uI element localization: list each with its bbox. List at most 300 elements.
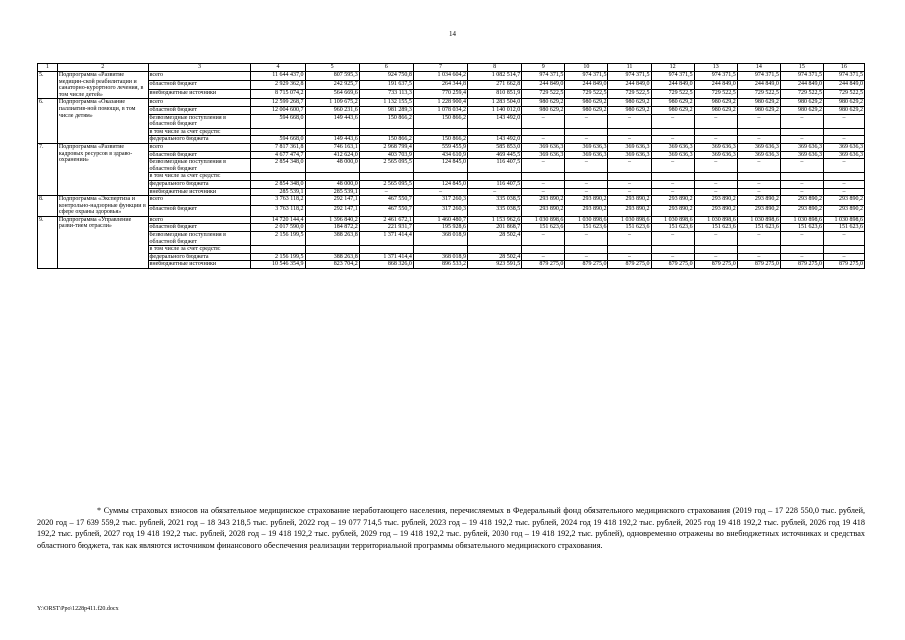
- value-cell: 368 018,9: [413, 232, 467, 246]
- value-cell: 980 629,2: [780, 106, 823, 114]
- value-cell: 317 260,3: [413, 206, 467, 216]
- value-cell: –: [565, 136, 608, 144]
- value-cell: 1 078 034,2: [413, 106, 467, 114]
- value-cell: 960 231,6: [305, 106, 359, 114]
- value-cell: 1 283 504,0: [468, 99, 522, 107]
- value-cell: 980 629,2: [608, 99, 651, 107]
- value-cell: 124 845,0: [413, 180, 467, 188]
- value-cell: 2 854 348,0: [251, 180, 305, 188]
- value-cell: [651, 173, 694, 181]
- value-cell: [251, 128, 305, 136]
- value-cell: 293 890,2: [522, 196, 565, 206]
- value-cell: –: [522, 114, 565, 128]
- value-cell: 1 153 962,6: [468, 216, 522, 224]
- value-cell: –: [413, 188, 467, 196]
- value-cell: –: [651, 253, 694, 261]
- header-cell: 6: [359, 64, 413, 72]
- value-cell: 980 629,2: [608, 106, 651, 114]
- value-cell: 1 132 155,5: [359, 99, 413, 107]
- value-cell: 368 018,9: [413, 253, 467, 261]
- value-cell: 980 629,2: [823, 106, 864, 114]
- value-cell: 924 750,8: [359, 72, 413, 81]
- value-cell: 369 636,3: [522, 151, 565, 159]
- value-cell: 369 636,3: [565, 151, 608, 159]
- value-cell: –: [780, 188, 823, 196]
- value-cell: [823, 173, 864, 181]
- value-cell: 293 890,2: [694, 196, 737, 206]
- value-cell: 1 034 604,2: [413, 72, 467, 81]
- value-cell: 980 629,2: [694, 99, 737, 107]
- value-cell: 151 623,6: [522, 224, 565, 232]
- value-cell: 2 156 199,5: [251, 253, 305, 261]
- value-cell: 244 849,0: [651, 81, 694, 90]
- funding-source: всего: [148, 216, 251, 224]
- header-cell: 15: [780, 64, 823, 72]
- value-cell: –: [651, 180, 694, 188]
- value-cell: 2 565 095,5: [359, 159, 413, 173]
- value-cell: –: [651, 159, 694, 173]
- value-cell: 1 371 414,4: [359, 232, 413, 246]
- table-row: [38, 173, 865, 181]
- header-cell: 2: [57, 64, 148, 72]
- value-cell: –: [608, 114, 651, 128]
- value-cell: –: [737, 136, 780, 144]
- value-cell: 369 636,3: [737, 143, 780, 151]
- value-cell: [737, 128, 780, 136]
- value-cell: [608, 128, 651, 136]
- value-cell: 242 925,7: [305, 81, 359, 90]
- value-cell: 980 629,2: [823, 99, 864, 107]
- value-cell: –: [737, 114, 780, 128]
- value-cell: [651, 246, 694, 254]
- value-cell: [305, 246, 359, 254]
- value-cell: 48 000,0: [305, 180, 359, 188]
- value-cell: 124 845,0: [413, 159, 467, 173]
- value-cell: 1 228 900,4: [413, 99, 467, 107]
- value-cell: 244 849,0: [608, 81, 651, 90]
- header-cell: 9: [522, 64, 565, 72]
- value-cell: [305, 128, 359, 136]
- table-row: [38, 81, 865, 90]
- value-cell: 2 854 348,0: [251, 159, 305, 173]
- value-cell: –: [823, 188, 864, 196]
- funding-source: всего: [148, 99, 251, 107]
- value-cell: [359, 128, 413, 136]
- funding-source: внебюджетные источники: [148, 188, 251, 196]
- value-cell: 271 662,8: [468, 81, 522, 90]
- value-cell: –: [608, 188, 651, 196]
- value-cell: 1 140 012,0: [468, 106, 522, 114]
- table-row: [38, 151, 865, 159]
- funding-source: всего: [148, 72, 251, 81]
- value-cell: –: [823, 114, 864, 128]
- value-cell: 201 868,7: [468, 224, 522, 232]
- value-cell: 369 636,3: [694, 151, 737, 159]
- value-cell: 293 890,2: [823, 206, 864, 216]
- value-cell: [608, 173, 651, 181]
- funding-source: всего: [148, 196, 251, 206]
- value-cell: 1 460 480,7: [413, 216, 467, 224]
- value-cell: 244 849,0: [522, 81, 565, 90]
- value-cell: [468, 173, 522, 181]
- value-cell: 1 030 898,6: [608, 216, 651, 224]
- value-cell: –: [823, 180, 864, 188]
- value-cell: 974 371,5: [608, 72, 651, 81]
- value-cell: –: [737, 232, 780, 246]
- funding-source: областной бюджет: [148, 224, 251, 232]
- value-cell: 150 866,2: [413, 114, 467, 128]
- value-cell: 11 644 437,0: [251, 72, 305, 81]
- value-cell: 369 636,3: [651, 151, 694, 159]
- value-cell: 469 445,5: [468, 151, 522, 159]
- value-cell: –: [608, 232, 651, 246]
- value-cell: 980 629,2: [651, 99, 694, 107]
- value-cell: –: [468, 188, 522, 196]
- value-cell: 879 275,0: [565, 261, 608, 269]
- table-row: [38, 143, 865, 151]
- value-cell: –: [565, 159, 608, 173]
- value-cell: 151 623,6: [608, 224, 651, 232]
- value-cell: –: [780, 159, 823, 173]
- value-cell: –: [780, 232, 823, 246]
- value-cell: 879 275,0: [823, 261, 864, 269]
- value-cell: –: [608, 136, 651, 144]
- value-cell: –: [737, 159, 780, 173]
- table-row: [38, 216, 865, 224]
- table-row: [38, 188, 865, 196]
- value-cell: –: [651, 114, 694, 128]
- value-cell: 150 866,2: [359, 136, 413, 144]
- value-cell: 292 147,1: [305, 196, 359, 206]
- value-cell: 974 371,5: [737, 72, 780, 81]
- value-cell: 585 853,0: [468, 143, 522, 151]
- value-cell: 116 407,5: [468, 159, 522, 173]
- value-cell: 48 000,0: [305, 159, 359, 173]
- value-cell: 369 636,3: [694, 143, 737, 151]
- header-cell: 14: [737, 64, 780, 72]
- value-cell: 293 890,2: [608, 206, 651, 216]
- value-cell: –: [780, 180, 823, 188]
- value-cell: –: [651, 188, 694, 196]
- value-cell: 143 492,0: [468, 114, 522, 128]
- value-cell: 1 030 898,6: [565, 216, 608, 224]
- value-cell: 2 461 672,1: [359, 216, 413, 224]
- value-cell: –: [694, 180, 737, 188]
- header-cell: 8: [468, 64, 522, 72]
- funding-source: безвозмездные поступления в областной бюджет: [148, 114, 251, 128]
- value-cell: –: [522, 188, 565, 196]
- table-row: [38, 90, 865, 99]
- value-cell: –: [823, 159, 864, 173]
- value-cell: 244 849,0: [823, 81, 864, 90]
- value-cell: –: [694, 136, 737, 144]
- program-name: Подпрограмма «Оказание паллиатив-ной помощи, в том числе детям»: [57, 99, 148, 144]
- value-cell: 12 004 600,7: [251, 106, 305, 114]
- value-cell: 974 371,5: [780, 72, 823, 81]
- program-number: 6.: [38, 99, 58, 144]
- value-cell: 293 890,2: [737, 196, 780, 206]
- table-row: [38, 224, 865, 232]
- header-cell: 5: [305, 64, 359, 72]
- value-cell: 151 623,6: [737, 224, 780, 232]
- funding-source: внебюджетные источники: [148, 90, 251, 99]
- funding-source: безвозмездные поступления в областной бюджет: [148, 159, 251, 173]
- funding-source: областной бюджет: [148, 106, 251, 114]
- value-cell: –: [823, 136, 864, 144]
- value-cell: 564 669,6: [305, 90, 359, 99]
- value-cell: 369 636,3: [737, 151, 780, 159]
- value-cell: 293 890,2: [565, 196, 608, 206]
- funding-source: в том числе за счет средств:: [148, 246, 251, 254]
- value-cell: –: [823, 253, 864, 261]
- value-cell: 264 344,8: [413, 81, 467, 90]
- table-row: [38, 72, 865, 81]
- value-cell: 974 371,5: [651, 72, 694, 81]
- program-number: 7.: [38, 143, 58, 195]
- value-cell: –: [565, 180, 608, 188]
- value-cell: [522, 246, 565, 254]
- value-cell: [737, 246, 780, 254]
- value-cell: 412 624,0: [305, 151, 359, 159]
- value-cell: [565, 246, 608, 254]
- table-row: [38, 128, 865, 136]
- program-number: 9.: [38, 216, 58, 268]
- value-cell: 151 623,6: [823, 224, 864, 232]
- value-cell: 221 931,7: [359, 224, 413, 232]
- value-cell: 3 763 118,2: [251, 206, 305, 216]
- value-cell: 770 259,4: [413, 90, 467, 99]
- value-cell: –: [780, 253, 823, 261]
- value-cell: 974 371,5: [565, 72, 608, 81]
- value-cell: –: [522, 253, 565, 261]
- value-cell: 729 522,5: [608, 90, 651, 99]
- value-cell: [780, 173, 823, 181]
- value-cell: 191 637,5: [359, 81, 413, 90]
- program-name: Подпрограмма «Развитие кадровых ресурсов в здраво-охранении»: [57, 143, 148, 195]
- footnote: [37, 505, 865, 551]
- value-cell: 116 407,5: [468, 180, 522, 188]
- funding-source: всего: [148, 143, 251, 151]
- value-cell: 293 890,2: [823, 196, 864, 206]
- file-path: Y:\ORST\Ppo\1228p411.f20.docx: [37, 606, 119, 612]
- value-cell: [468, 246, 522, 254]
- value-cell: 369 636,3: [522, 143, 565, 151]
- header-cell: 1: [38, 64, 58, 72]
- value-cell: 467 550,7: [359, 206, 413, 216]
- funding-source: федерального бюджета: [148, 180, 251, 188]
- value-cell: 729 522,5: [737, 90, 780, 99]
- value-cell: [780, 246, 823, 254]
- funding-source: безвозмездные поступления в областной бюджет: [148, 232, 251, 246]
- program-number: 8.: [38, 196, 58, 217]
- value-cell: 879 275,0: [694, 261, 737, 269]
- value-cell: 149 443,6: [305, 136, 359, 144]
- value-cell: 729 522,5: [694, 90, 737, 99]
- value-cell: 434 610,9: [413, 151, 467, 159]
- value-cell: 729 522,5: [565, 90, 608, 99]
- value-cell: [651, 128, 694, 136]
- value-cell: 823 704,2: [305, 261, 359, 269]
- value-cell: 3 763 118,2: [251, 196, 305, 206]
- value-cell: [737, 173, 780, 181]
- value-cell: –: [651, 136, 694, 144]
- header-cell: 13: [694, 64, 737, 72]
- table-row: [38, 246, 865, 254]
- funding-source: в том числе за счет средств:: [148, 173, 251, 181]
- table-row: [38, 253, 865, 261]
- value-cell: 149 443,6: [305, 114, 359, 128]
- value-cell: –: [694, 188, 737, 196]
- value-cell: 879 275,0: [522, 261, 565, 269]
- value-cell: 594 668,0: [251, 114, 305, 128]
- value-cell: 151 623,6: [694, 224, 737, 232]
- value-cell: 729 522,5: [823, 90, 864, 99]
- value-cell: 974 371,5: [823, 72, 864, 81]
- funding-source: областной бюджет: [148, 206, 251, 216]
- value-cell: –: [694, 253, 737, 261]
- value-cell: –: [608, 253, 651, 261]
- value-cell: 143 492,0: [468, 136, 522, 144]
- value-cell: 293 890,2: [608, 196, 651, 206]
- value-cell: 980 629,2: [565, 99, 608, 107]
- header-cell: 3: [148, 64, 251, 72]
- value-cell: 974 371,5: [522, 72, 565, 81]
- value-cell: 293 890,2: [565, 206, 608, 216]
- value-cell: 285 539,1: [251, 188, 305, 196]
- value-cell: 594 668,0: [251, 136, 305, 144]
- table-row: [38, 114, 865, 128]
- funding-source: внебюджетные источники: [148, 261, 251, 269]
- value-cell: 403 703,9: [359, 151, 413, 159]
- value-cell: [522, 173, 565, 181]
- value-cell: 8 715 074,2: [251, 90, 305, 99]
- value-cell: 7 817 361,8: [251, 143, 305, 151]
- value-cell: [694, 246, 737, 254]
- value-cell: 2 156 199,5: [251, 232, 305, 246]
- value-cell: 1 030 898,6: [780, 216, 823, 224]
- value-cell: 980 629,2: [522, 106, 565, 114]
- value-cell: 369 636,3: [780, 143, 823, 151]
- value-cell: 335 038,5: [468, 196, 522, 206]
- value-cell: 293 890,2: [522, 206, 565, 216]
- value-cell: –: [565, 253, 608, 261]
- value-cell: 1 030 898,6: [737, 216, 780, 224]
- value-cell: [305, 173, 359, 181]
- value-cell: 729 522,5: [522, 90, 565, 99]
- value-cell: 293 890,2: [780, 196, 823, 206]
- value-cell: 896 533,2: [413, 261, 467, 269]
- header-cell: 11: [608, 64, 651, 72]
- value-cell: –: [694, 114, 737, 128]
- value-cell: –: [780, 114, 823, 128]
- value-cell: –: [608, 180, 651, 188]
- value-cell: 868 326,0: [359, 261, 413, 269]
- value-cell: 388 263,8: [305, 232, 359, 246]
- value-cell: 879 275,0: [608, 261, 651, 269]
- table-row: [38, 106, 865, 114]
- value-cell: 293 890,2: [651, 196, 694, 206]
- value-cell: 150 866,2: [359, 114, 413, 128]
- value-cell: 980 629,2: [565, 106, 608, 114]
- value-cell: –: [565, 232, 608, 246]
- value-cell: –: [565, 188, 608, 196]
- value-cell: [565, 128, 608, 136]
- value-cell: [413, 128, 467, 136]
- value-cell: 317 260,3: [413, 196, 467, 206]
- value-cell: 923 591,5: [468, 261, 522, 269]
- value-cell: –: [522, 232, 565, 246]
- value-cell: 980 629,2: [651, 106, 694, 114]
- value-cell: 369 636,3: [823, 151, 864, 159]
- value-cell: [694, 128, 737, 136]
- value-cell: –: [359, 188, 413, 196]
- value-cell: 28 502,4: [468, 253, 522, 261]
- header-cell: 4: [251, 64, 305, 72]
- value-cell: –: [522, 159, 565, 173]
- table-row: [38, 136, 865, 144]
- value-cell: [823, 246, 864, 254]
- value-cell: –: [737, 188, 780, 196]
- program-name: Подпрограмма «Развитие медицин-ской реабилитации и санаторно-курортного лечения, в том числе детей»: [57, 72, 148, 99]
- value-cell: [359, 173, 413, 181]
- value-cell: 28 502,4: [468, 232, 522, 246]
- value-cell: 980 629,2: [694, 106, 737, 114]
- header-cell: 10: [565, 64, 608, 72]
- value-cell: 807 595,3: [305, 72, 359, 81]
- value-cell: –: [694, 159, 737, 173]
- value-cell: [251, 246, 305, 254]
- value-cell: 729 522,5: [651, 90, 694, 99]
- value-cell: 293 890,2: [780, 206, 823, 216]
- value-cell: 369 636,3: [608, 151, 651, 159]
- funding-source: федерального бюджета: [148, 136, 251, 144]
- value-cell: [413, 173, 467, 181]
- value-cell: 184 872,2: [305, 224, 359, 232]
- value-cell: [694, 173, 737, 181]
- program-name: Подпрограмма «Управление разви-тием отрасли»: [57, 216, 148, 268]
- header-cell: 7: [413, 64, 467, 72]
- value-cell: 12 599 268,7: [251, 99, 305, 107]
- value-cell: [522, 128, 565, 136]
- value-cell: –: [522, 180, 565, 188]
- value-cell: –: [565, 114, 608, 128]
- funding-source: областной бюджет: [148, 81, 251, 90]
- value-cell: 244 849,0: [694, 81, 737, 90]
- value-cell: 293 890,2: [737, 206, 780, 216]
- value-cell: 974 371,5: [694, 72, 737, 81]
- funding-source: в том числе за счет средств:: [148, 128, 251, 136]
- value-cell: –: [651, 232, 694, 246]
- value-cell: [359, 246, 413, 254]
- value-cell: 151 623,6: [651, 224, 694, 232]
- table-row: [38, 261, 865, 269]
- value-cell: 388 263,8: [305, 253, 359, 261]
- header-cell: 12: [651, 64, 694, 72]
- value-cell: 14 720 144,4: [251, 216, 305, 224]
- value-cell: [608, 246, 651, 254]
- value-cell: [468, 128, 522, 136]
- value-cell: [823, 128, 864, 136]
- value-cell: 810 851,9: [468, 90, 522, 99]
- value-cell: 1 371 414,4: [359, 253, 413, 261]
- value-cell: 980 629,2: [737, 106, 780, 114]
- value-cell: 293 890,2: [651, 206, 694, 216]
- value-cell: –: [737, 253, 780, 261]
- value-cell: –: [522, 136, 565, 144]
- value-cell: 369 636,3: [823, 143, 864, 151]
- value-cell: 879 275,0: [780, 261, 823, 269]
- value-cell: 244 849,0: [737, 81, 780, 90]
